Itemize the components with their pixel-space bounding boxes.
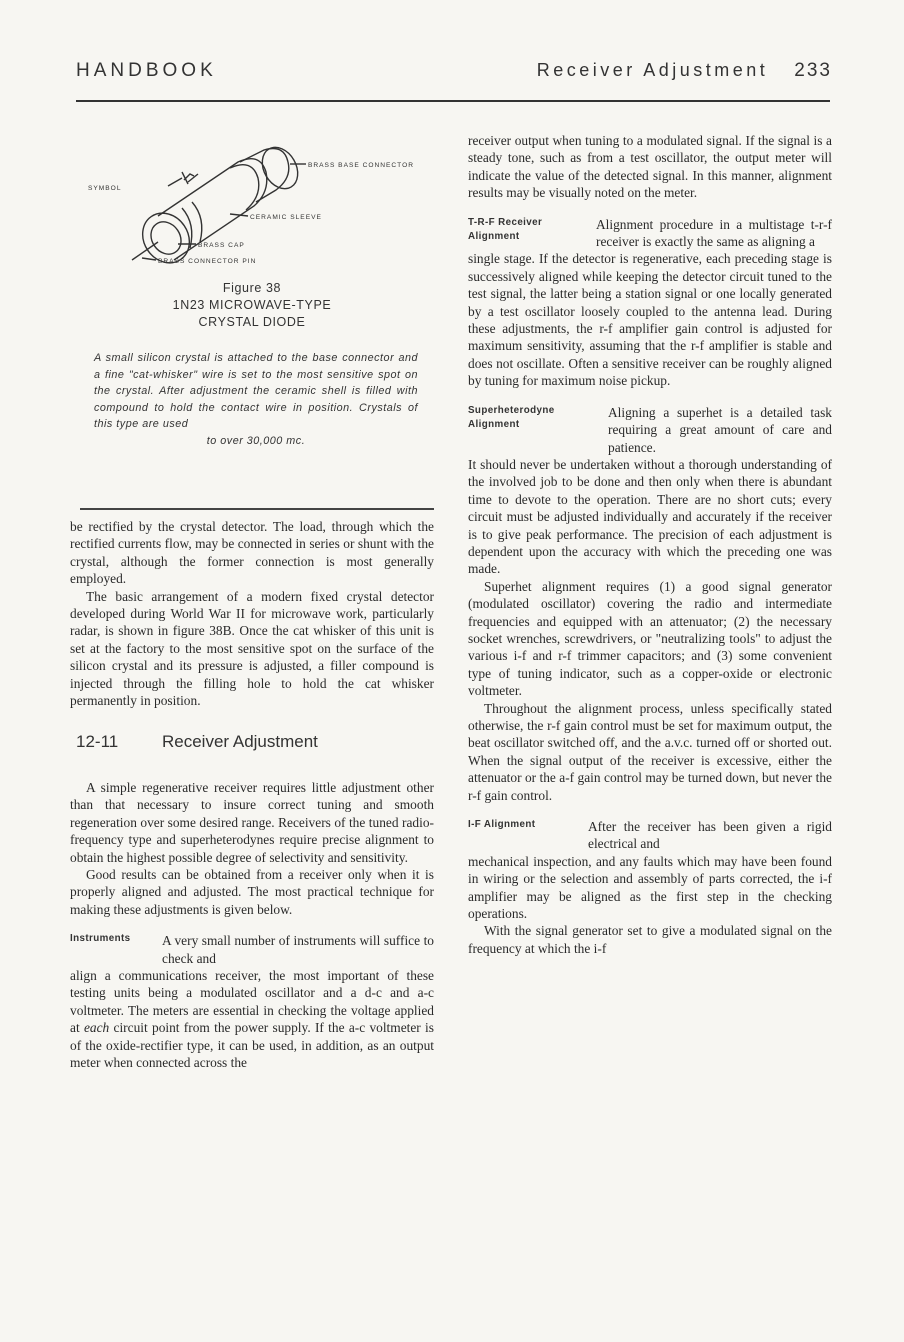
- figure-description-last: to over 30,000 mc.: [206, 434, 306, 447]
- paragraph-if: mechanical inspection, and any faults which may have been found in wiring or the selection and assembly of parts corrected, the i-f amplifier may be aligned as the first step in the checking operations.: [468, 853, 832, 922]
- page-number: 233: [794, 60, 832, 81]
- figure-rule: [80, 508, 434, 510]
- paragraph-regenerative: A simple regenerative receiver requires little adjustment other than that necessary to insure correct tuning and smooth regeneration over some desired range. Receivers of the tuned radio-frequency type and superheterodynes require precise alignment to obtain the highest possible degree of selectivity and sensitivity.: [70, 779, 434, 865]
- sidehead-superhet: [468, 404, 608, 456]
- figure-38: [70, 132, 434, 510]
- superhet-block: [468, 404, 832, 456]
- if-block: [468, 818, 832, 853]
- running-head-right: [537, 60, 832, 82]
- paragraph-instruments: [70, 967, 434, 1071]
- figure-title-line-1: 1N23 MICROWAVE-TYPE: [172, 298, 332, 312]
- figure-title-line-2: CRYSTAL DIODE: [198, 315, 306, 329]
- sidehead-superhet-line-2: Alignment: [468, 418, 520, 430]
- paragraph-signal-generator: With the signal generator set to give a modulated signal on the frequency at which the i-f: [468, 923, 832, 956]
- paragraph-throughout: Throughout the alignment process, unless specifically stated otherwise, the r-f gain control must be set for maximum output, the beat oscillator switched off, and the a.v.c. turned off or shorted out. When the signal output of the receiver is excessive, either the attenuator or the a-f gain control may be turned down, but never the r-f gain control.: [468, 700, 832, 803]
- paragraph-good-results: Good results can be obtained from a receiver only when it is properly aligned and adjusted. The most practical technique for making these adjustments is given below.: [70, 866, 434, 917]
- running-head-title: Receiver Adjustment: [536, 60, 769, 80]
- sidehead-instruments: Instruments: [70, 933, 131, 945]
- paragraph-trf: single stage. If the detector is regenerative, each preceding stage is successively aligned while keeping the detector circuit tuned to the test signal, the latter being a station signal or one locally generated by a test oscillator loosely coupled to the antenna lead. During these adjustments, the r-f amplifier gain control is adjusted for maximum sensitivity, assuming that the r-f amplifier is stable and does not oscillate. Often a sensitive receiver can be roughly aligned by tuning for maximum noise pickup.: [468, 251, 832, 389]
- sidehead-if: I-F Alignment: [468, 819, 536, 831]
- section-title: Receiver Adjustment: [162, 732, 318, 752]
- paragraph-basic-arrangement: The basic arrangement of a modern fixed crystal detector developed during World War II for microwave work, particularly radar, is shown in figure 38B. Once the cat whisker of this unit is set at the factory to the most sensitive spot on the surface of the silicon crystal and its pressure is adjusted, a filler compound is injected through the filling hole to hold the cat whisker permanently in position.: [70, 588, 434, 709]
- paragraph-rectified: be rectified by the crystal detector. The load, through which the rectified currents flow, may be connected in series or shunt with the crystal, although the former connection is most generally employed.: [70, 519, 434, 587]
- figure-number: Figure 38: [222, 281, 282, 295]
- running-head-left: HANDBOOK: [76, 60, 217, 81]
- left-column: [70, 132, 434, 1071]
- paragraph-superhet: It should never be undertaken without a thorough understanding of the involved job to be done and then only when there is abundant time to devote to the operation. There are no short cuts; every circuit must be adjusted individually and accurately if the receiver is to give peak performance. The precision of each adjustment is dependent upon the accuracy with which the preceding one was made.: [468, 456, 832, 577]
- instruments-block: [70, 932, 434, 967]
- right-column: [468, 132, 832, 957]
- sidehead-superhet-line-1: Superheterodyne: [468, 404, 555, 416]
- section-number: 12-11: [76, 732, 119, 752]
- instruments-text-b: circuit point from the power supply. If the a-c voltmeter is of the oxide-rectifier type, it can be used, in addition, as an output meter when connected across the: [70, 1020, 434, 1070]
- figure-description: [94, 350, 418, 449]
- figure-caption: [70, 280, 434, 331]
- instruments-first-lines: A very small number of instruments will suffice to check and: [162, 933, 434, 966]
- label-brass-connector-pin: BRASS CONNECTOR PIN: [158, 258, 257, 265]
- paragraph-receiver-output: receiver output when tuning to a modulated signal. If the signal is a steady tone, such as from a test oscillator, the output meter will indicate the value of the detected signal. In this manner, alignment results may be visually noted on the meter.: [468, 133, 832, 201]
- crystal-diode-illustration: [70, 132, 434, 272]
- figure-description-main: A small silicon crystal is attached to the base connector and a fine "cat-whisker" wire is set to the most sensitive spot on the crystal. After adjustment the ceramic shell is filled with compound to hold the contact wire in position. Crystals of this type are used: [94, 352, 418, 430]
- sidehead-trf: [468, 216, 596, 251]
- trf-block: [468, 216, 832, 251]
- instruments-text-a: align a communications receiver, the most important of these testing units being a modulated oscillator and a d-c and a-c voltmeter. The meters are essential in checking the voltage applied at: [70, 967, 434, 1036]
- superhet-first-lines: Aligning a superhet is a detailed task requiring a great amount of care and patience.: [608, 404, 832, 455]
- label-symbol: SYMBOL: [88, 185, 122, 192]
- trf-first-lines: Alignment procedure in a multistage t-r-f receiver is exactly the same as aligning a: [596, 216, 832, 250]
- sidehead-trf-line-2: Alignment: [468, 230, 520, 242]
- instruments-emphasis: each: [83, 1020, 110, 1036]
- section-heading: [76, 733, 434, 750]
- sidehead-trf-line-1: T-R-F Receiver: [468, 216, 543, 228]
- header-rule: [76, 100, 830, 102]
- paragraph-superhet-requires: Superhet alignment requires (1) a good signal generator (modulated oscillator) covering the radio and intermediate frequencies and equipped with an attenuator; (2) the necessary socket wrenches, screwdrivers, or "neutralizing tools" to adjust the various i-f and r-f trimmer capacitors; and (3) some convenient type of tuning indicator, such as a copper-oxide or electronic voltmeter.: [468, 578, 832, 699]
- if-first-lines: After the receiver has been given a rigid electrical and: [588, 819, 832, 852]
- label-brass-base-connector: BRASS BASE CONNECTOR: [308, 162, 414, 169]
- label-ceramic-sleeve: CERAMIC SLEEVE: [250, 214, 322, 221]
- label-brass-cap: BRASS CAP: [198, 242, 245, 249]
